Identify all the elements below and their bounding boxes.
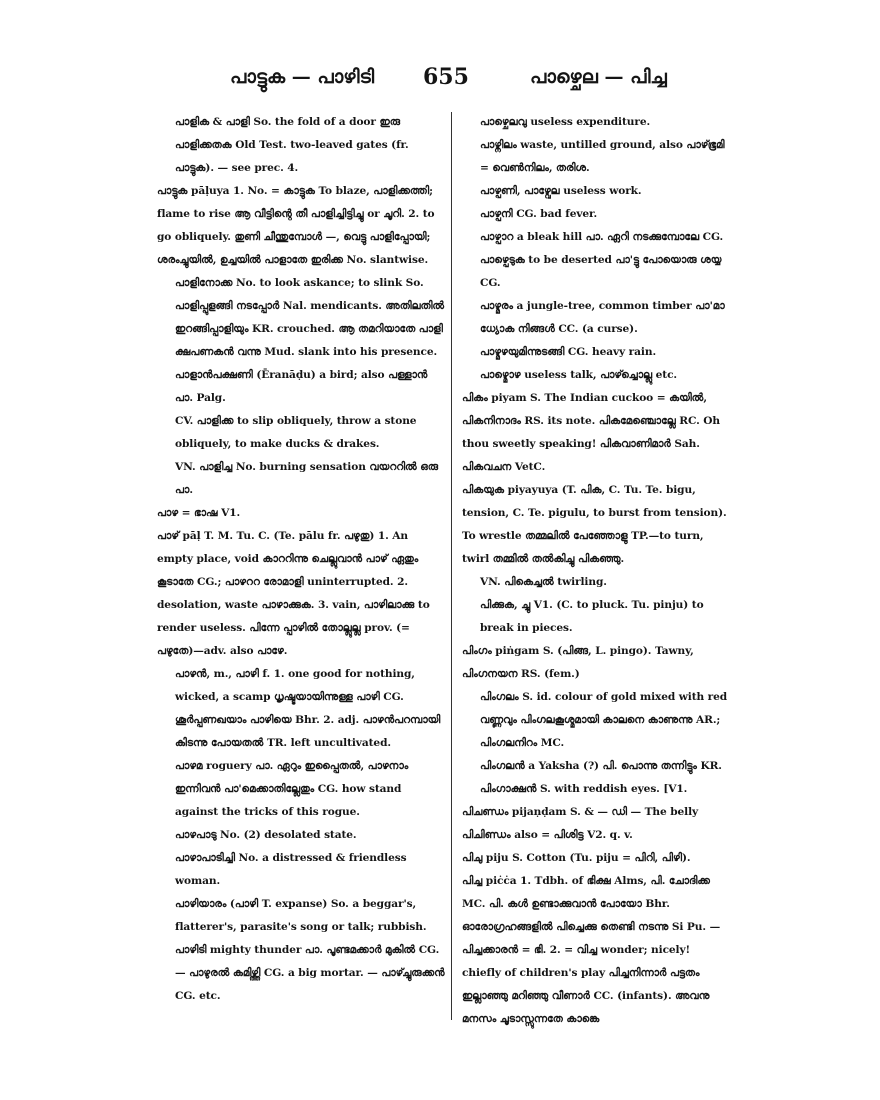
dictionary-headword-entry: പിചണ്ഡം pijaṇḍam S. & — ഡി — The belly പിചിണ്ഡം also = പിശിട്ട V2. q. v. xyxy=(462,806,699,841)
left-column xyxy=(157,111,445,1008)
dictionary-subentry: പിംഗലം S. id. colour of gold mixed with red വണ്ണവും പിംഗലകൂശ്മമായി കാലനെ കാണുന്നു AR.; പിംഗലനിറം MC. xyxy=(480,691,728,749)
dictionary-subentry: പാഴ്പനി CG. bad fever. xyxy=(480,208,598,220)
header-left-guideword: പാട്ടുക — പാഴിടി xyxy=(230,66,375,88)
dictionary-headword-entry: പാട്ടുക pāḷuya 1. No. = കാട്ടുക To blaze, പാളിക്കത്തി; flame to rise ആ വീട്ടിന്റെ തീ പാളിച്ചിട്ടിച്ചു or ചൂറി. 2. to go obliquely. തുണി ചീന്തുമ്പോൾ —, വെട്ടു പാളിപ്പോയി; ശരംച്ചുയിൽ, ഉച്ചയിൽ പാളാതേ ഇരിക്ക No. slantwise. xyxy=(157,185,435,266)
dictionary-subentry: പാഴ്മഴയുമിന്നുടങ്ങി CG. heavy rain. xyxy=(480,346,657,358)
dictionary-subentry: പാളിക & പാളി So. the fold of a door ഇരു പാളിക്കതക Old Test. two-leaved gates (fr. പാട്ടുക). — see prec. 4. xyxy=(175,116,409,174)
dictionary-subentry: പാഴൻ, m., പാഴി f. 1. one good for nothing, wicked, a scamp ധൃഷ്ടയായിന്നുള്ള പാഴി CG. ശൂർപ്പണഖയാം പാഴിയെ Bhr. 2. adj. പാഴൻപറമ്പായി കിടന്നു പോയതൽ TR. left uncultivated. xyxy=(175,668,441,749)
dictionary-headword-entry: പികം piyam S. The Indian cuckoo = കയിൽ, പികനിനാദം RS. its note. പികമേഞ്ചൊല്ലേ RC. Oh thou sweetly speaking! പികവാണിമാർ Sah. പികവചന VetC. xyxy=(462,392,721,473)
dictionary-subentry: VN. പികെച്ചൽ twirling. xyxy=(480,576,607,588)
dictionary-subentry: പാഴ്നിലം waste, untilled ground, also പാഴ്ഭൂമി = വെൺനിലം, തരിശ. xyxy=(480,139,725,174)
dictionary-headword-entry: പിച്ച piċċa 1. Tdbh. of ഭിക്ഷ Alms, പി. ചോദിക്ക MC. പി. കൾ ഉണ്ടാക്കുവാൻ പോയോ Bhr. ഓരോഗ്രഹങ്ങളിൽ പിച്ചെക്കു തെണ്ടി നടന്നു Si Pu. — പിച്ചക്കാരൻ = ഭി. 2. = വിച്ച wonder; nicely! chiefly of children's play പിച്ചനിന്നാർ പട്ടതം ഇല്ലാഞ്ഞു മറിഞ്ഞു വീണാർ CC. (infants). അവനു മനസം ചൂടാസ്സുന്നതേ കാങ്കെ xyxy=(462,875,721,1025)
dictionary-subentry: പാളാൻപക്ഷണി (Ēranāḍu) a bird; also പള്ളാൻ പാ. Palg. xyxy=(175,369,428,404)
dictionary-subentry: പാഴ്പാറ a bleak hill പാ. ഏറി നടക്കുമ്പോലേ CG. xyxy=(480,231,724,243)
column-divider xyxy=(451,112,452,1020)
page-header xyxy=(0,66,880,98)
dictionary-subentry: പിംഗാക്ഷൻ S. with reddish eyes. [V1. xyxy=(480,783,688,795)
dictionary-subentry: പാഴപാടു No. (2) desolated state. xyxy=(175,829,357,841)
dictionary-subentry: പാഴ്മൊഴ useless talk, പാഴ്ച്ചൊല്ലു etc. xyxy=(480,369,678,381)
dictionary-subentry: പാഴ്മരം a jungle-tree, common timber പാ'മാ ധ്യോക നിങ്ങൾ CC. (a curse). xyxy=(480,300,725,335)
right-column xyxy=(462,111,732,1031)
dictionary-subentry: പാളിനോക്ക No. to look askance; to slink So. xyxy=(175,277,424,289)
page-number: 655 xyxy=(423,64,469,90)
dictionary-subentry: പാഴ്പെടുക to be deserted പാ'ട്ടു പോയൊരു ശയ്യ CG. xyxy=(480,254,722,289)
dictionary-subentry: പാളിപ്പുളങ്ങി നടപ്പോർ Nal. mendicants. അതിലതിൽ ഇറങ്ങിപ്പാളിയും KR. crouched. ആ തമറിയാതേ പാളി ക്ഷപണകൻ വന്നു Mud. slank into his presence. xyxy=(175,300,445,358)
dictionary-headword-entry: പിചു piju S. Cotton (Tu. piju = പിറി, പിഴി). xyxy=(462,852,691,864)
dictionary-headword-entry: പാഴ = ഭാഷ V1. xyxy=(157,507,241,519)
dictionary-subentry: പാഴിയാരം (പാഴി T. expanse) So. a beggar's, flatterer's, parasite's song or talk; rubbish. xyxy=(175,898,427,933)
dictionary-subentry: പിക്കുക, ച്ചു V1. (C. to pluck. Tu. pinju) to break in pieces. xyxy=(480,599,704,634)
dictionary-subentry: പിംഗലൻ a Yaksha (?) പി. പൊന്നു തന്നിട്ടും KR. xyxy=(480,760,722,772)
dictionary-headword-entry: പികയുക piyayuya (T. പിക, C. Tu. Te. bigu, tension, C. Te. pigulu, to burst from tension). To wrestle തമ്മലിൽ പേഞ്ഞോളു TP.—to turn, twirl തമ്മിൽ തൽകിച്ചു പികഞ്ഞു. xyxy=(462,484,727,565)
dictionary-subentry: പാഴമ roguery പാ. ഏറും ഇപ്പൈതൽ, പാഴനാം ഇന്നിവൻ പാ'മെക്കാതില്ലേതും CG. how stand against the tricks of this rogue. xyxy=(175,760,409,818)
dictionary-subentry: പാഴിടി mighty thunder പാ. പൂണ്ടമക്കാർ മുകിൽ CG. — പാഴുരൽ കമിഴ്ത്തി CG. a big mortar. — പാഴ്ച്ചുരുക്കൻ CG. etc. xyxy=(175,944,445,1002)
dictionary-subentry: പാഴ്പണി, പാഴ്വേല useless work. xyxy=(480,185,642,197)
dictionary-subentry: പാഴ്ചെലവു useless expenditure. xyxy=(480,116,651,128)
header-right-guideword: പാഴ്ചെല — പിച്ച xyxy=(530,66,667,88)
dictionary-subentry: CV. പാളിക്ക to slip obliquely, throw a stone obliquely, to make ducks & drakes. xyxy=(175,415,417,450)
dictionary-headword-entry: പാഴ് pāḷ T. M. Tu. C. (Te. pālu fr. പഴുതു) 1. An empty place, void കാററിന്നു ചെല്ലുവാൻ പാഴ് ഏതും കൂടാതേ CG.; പാഴററ രോമാളി uninterrupted. 2. desolation, waste പാഴാക്കുക. 3. vain, പാഴിലാക്കു to render useless. പിന്നേ പ്പാഴിൽ തോല്ലുല്ല prov. (= പഴുതേ)—adv. also പാഴേ. xyxy=(157,530,430,657)
dictionary-subentry: പാഴാപാടിച്ചി No. a distressed & friendless woman. xyxy=(175,852,407,887)
dictionary-subentry: VN. പാളിച്ച No. burning sensation വയററിൽ ഒരു പാ. xyxy=(175,461,439,496)
dictionary-headword-entry: പിംഗം piṅgam S. (പിങ്ങ, L. pingo). Tawny, പിംഗനയന RS. (fem.) xyxy=(462,645,694,680)
